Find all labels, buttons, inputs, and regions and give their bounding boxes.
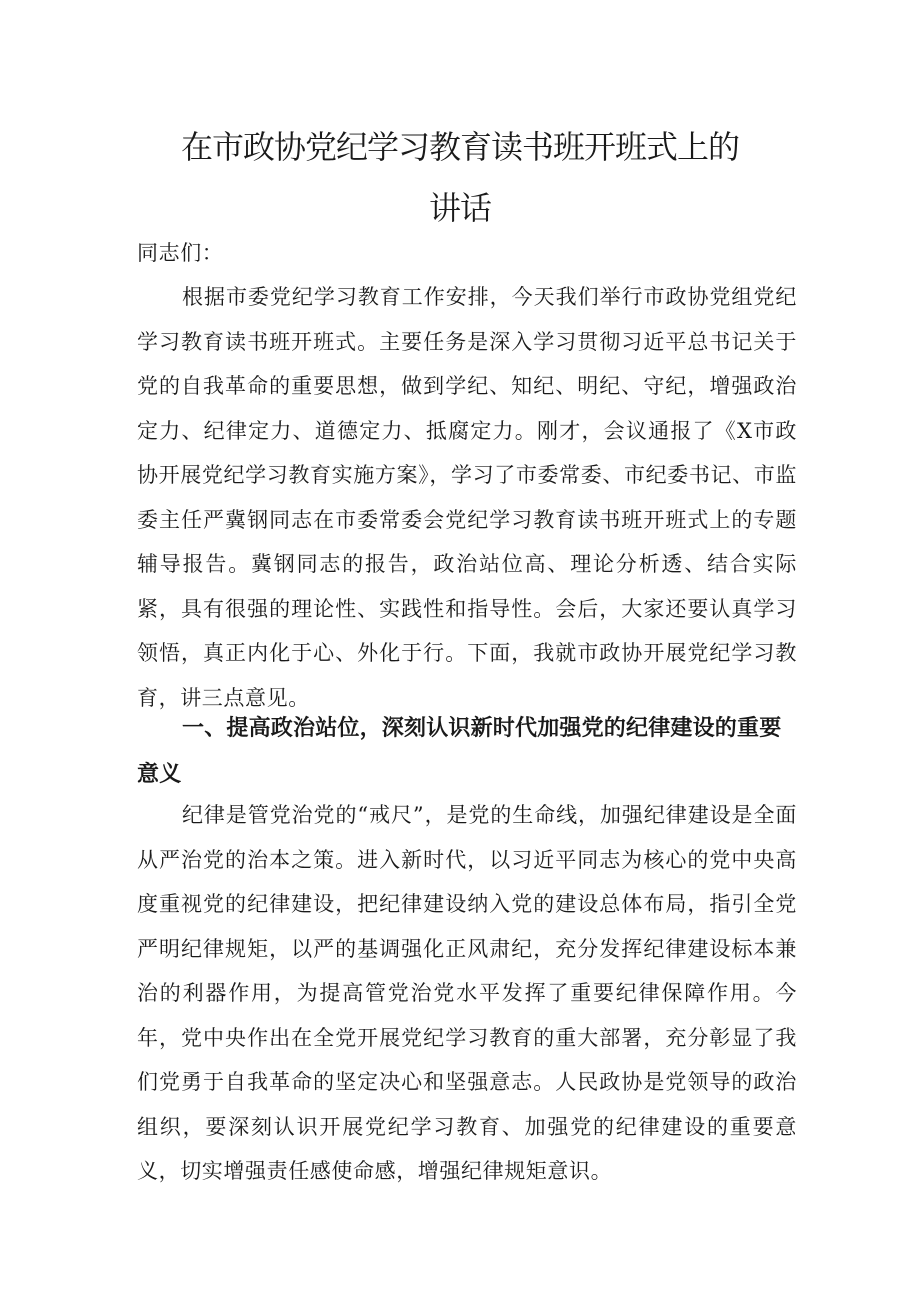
section-heading-1: 一、提高政治站位，深刻认识新时代加强党的纪律建设的重要意义 [137,716,782,787]
paragraph-section-1: 纪律是管党治党的“戒尺”，是党的生命线，加强纪律建设是全面从严治党的治本之策。进入新时代，以习近平同志为核心的党中央高度重视党的纪律建设，把纪律建设纳入党的建设总体布局，指引全党严明纪律规矩，以严的基调强化正风肃纪，充分发挥纪律建设标本兼治的利器作用，为提高管党治党水平发挥了重要纪律保障作用。今年，党中央作出在全党开展党纪学习教育的重大部署，充分彰显了我们党勇于自我革命的坚定决心和坚强意志。人民政协是党领导的政治组织，要深刻认识开展党纪学习教育、加强党的纪律建设的重要意义，切实增强责任感使命感，增强纪律规矩意识。 [137,803,797,1183]
document-title-line2: 讲话 [428,189,491,227]
salutation: 同志们： [137,241,224,265]
document-title-line1: 在市政协党纪学习教育读书班开班式上的 [180,128,739,166]
paragraph-intro: 根据市委党纪学习教育工作安排，今天我们举行市政协党组党纪学习教育读书班开班式。主要任务是深入学习贯彻习近平总书记关于党的自我革命的重要思想，做到学纪、知纪、明纪、守纪，增强政治定力、纪律定力、道德定力、抵腐定力。刚才，会议通报了《X市政协开展党纪学习教育实施方案》，学习了市委常委、市纪委书记、市监委主任严冀钢同志在市委常委会党纪学习教育读书班开班式上的专题辅导报告。冀钢同志的报告，政治站位高、理论分析透、结合实际紧，具有很强的理论性、实践性和指导性。会后，大家还要认真学习领悟，真正内化于心、外化于行。下面，我就市政协开展党纪学习教育，讲三点意见。 [137,285,797,710]
